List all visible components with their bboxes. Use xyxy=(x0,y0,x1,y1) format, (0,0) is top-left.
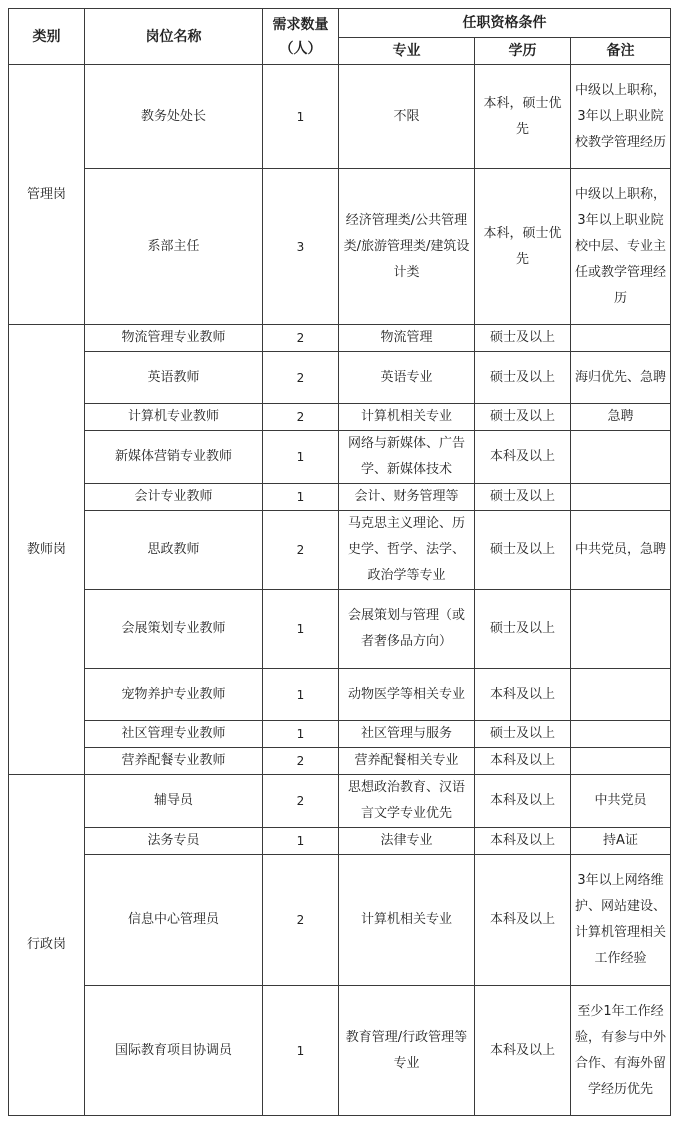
major-cell: 会展策划与管理（或者奢侈品方向） xyxy=(339,590,475,669)
remark-cell xyxy=(571,484,671,511)
education-cell: 硕士及以上 xyxy=(475,511,571,590)
major-cell: 法律专业 xyxy=(339,828,475,855)
table-row xyxy=(9,748,671,775)
remark-cell xyxy=(571,590,671,669)
position-cell: 英语教师 xyxy=(85,352,263,404)
count-cell: 1 xyxy=(263,590,339,669)
education-cell: 硕士及以上 xyxy=(475,484,571,511)
table-row xyxy=(9,169,671,325)
header-qualifications: 任职资格条件 xyxy=(339,9,671,38)
category-cell: 行政岗 xyxy=(9,775,85,1116)
count-cell: 2 xyxy=(263,748,339,775)
remark-cell: 海归优先、急聘 xyxy=(571,352,671,404)
table-row xyxy=(9,590,671,669)
table-row xyxy=(9,828,671,855)
count-cell: 2 xyxy=(263,325,339,352)
education-cell: 本科，硕士优先 xyxy=(475,65,571,169)
major-cell: 马克思主义理论、历史学、哲学、法学、政治学等专业 xyxy=(339,511,475,590)
table-row xyxy=(9,855,671,986)
major-cell: 动物医学等相关专业 xyxy=(339,669,475,721)
position-cell: 教务处处长 xyxy=(85,65,263,169)
count-cell: 1 xyxy=(263,721,339,748)
count-cell: 3 xyxy=(263,169,339,325)
category-cell: 教师岗 xyxy=(9,325,85,775)
table-row xyxy=(9,986,671,1116)
remark-cell: 3年以上网络维护、网站建设、计算机管理相关工作经验 xyxy=(571,855,671,986)
education-cell: 本科及以上 xyxy=(475,986,571,1116)
remark-cell: 中共党员，急聘 xyxy=(571,511,671,590)
major-cell: 社区管理与服务 xyxy=(339,721,475,748)
count-cell: 2 xyxy=(263,404,339,431)
count-cell: 1 xyxy=(263,484,339,511)
position-cell: 国际教育项目协调员 xyxy=(85,986,263,1116)
education-cell: 本科及以上 xyxy=(475,828,571,855)
position-cell: 物流管理专业教师 xyxy=(85,325,263,352)
remark-cell: 中级以上职称，3年以上职业院校中层、专业主任或教学管理经历 xyxy=(571,169,671,325)
header-major: 专业 xyxy=(339,38,475,65)
count-cell: 1 xyxy=(263,431,339,484)
position-cell: 宠物养护专业教师 xyxy=(85,669,263,721)
table-row xyxy=(9,484,671,511)
major-cell: 思想政治教育、汉语言文学专业优先 xyxy=(339,775,475,828)
header-remark: 备注 xyxy=(571,38,671,65)
remark-cell: 至少1年工作经验，有参与中外合作、有海外留学经历优先 xyxy=(571,986,671,1116)
education-cell: 硕士及以上 xyxy=(475,721,571,748)
major-cell: 网络与新媒体、广告学、新媒体技术 xyxy=(339,431,475,484)
header-education: 学历 xyxy=(475,38,571,65)
education-cell: 本科及以上 xyxy=(475,748,571,775)
position-cell: 辅导员 xyxy=(85,775,263,828)
header-category: 类别 xyxy=(9,9,85,65)
position-cell: 会展策划专业教师 xyxy=(85,590,263,669)
education-cell: 本科，硕士优先 xyxy=(475,169,571,325)
table-row xyxy=(9,65,671,169)
education-cell: 本科及以上 xyxy=(475,775,571,828)
major-cell: 计算机相关专业 xyxy=(339,404,475,431)
major-cell: 经济管理类/公共管理类/旅游管理类/建筑设计类 xyxy=(339,169,475,325)
header-count xyxy=(263,9,339,65)
table-row xyxy=(9,404,671,431)
header-count-line1: 需求数量 xyxy=(272,16,329,33)
position-cell: 计算机专业教师 xyxy=(85,404,263,431)
count-cell: 1 xyxy=(263,986,339,1116)
position-cell: 信息中心管理员 xyxy=(85,855,263,986)
education-cell: 硕士及以上 xyxy=(475,590,571,669)
position-cell: 营养配餐专业教师 xyxy=(85,748,263,775)
table-row xyxy=(9,431,671,484)
header-count-line2: （人） xyxy=(279,40,322,57)
count-cell: 1 xyxy=(263,65,339,169)
table-row xyxy=(9,669,671,721)
remark-cell xyxy=(571,325,671,352)
table-row xyxy=(9,325,671,352)
education-cell: 本科及以上 xyxy=(475,669,571,721)
table-row xyxy=(9,511,671,590)
education-cell: 硕士及以上 xyxy=(475,352,571,404)
count-cell: 1 xyxy=(263,828,339,855)
remark-cell xyxy=(571,721,671,748)
major-cell: 营养配餐相关专业 xyxy=(339,748,475,775)
major-cell: 英语专业 xyxy=(339,352,475,404)
count-cell: 2 xyxy=(263,855,339,986)
position-cell: 社区管理专业教师 xyxy=(85,721,263,748)
education-cell: 本科及以上 xyxy=(475,431,571,484)
education-cell: 硕士及以上 xyxy=(475,404,571,431)
header-position: 岗位名称 xyxy=(85,9,263,65)
position-cell: 法务专员 xyxy=(85,828,263,855)
position-cell: 系部主任 xyxy=(85,169,263,325)
major-cell: 不限 xyxy=(339,65,475,169)
table-row xyxy=(9,721,671,748)
major-cell: 会计、财务管理等 xyxy=(339,484,475,511)
count-cell: 2 xyxy=(263,352,339,404)
remark-cell: 持A证 xyxy=(571,828,671,855)
remark-cell xyxy=(571,431,671,484)
table-row xyxy=(9,352,671,404)
education-cell: 硕士及以上 xyxy=(475,325,571,352)
count-cell: 1 xyxy=(263,669,339,721)
count-cell: 2 xyxy=(263,511,339,590)
header-row-1 xyxy=(9,9,671,38)
position-cell: 新媒体营销专业教师 xyxy=(85,431,263,484)
position-cell: 会计专业教师 xyxy=(85,484,263,511)
category-cell: 管理岗 xyxy=(9,65,85,325)
recruitment-table xyxy=(8,8,671,1116)
remark-cell xyxy=(571,748,671,775)
education-cell: 本科及以上 xyxy=(475,855,571,986)
major-cell: 物流管理 xyxy=(339,325,475,352)
count-cell: 2 xyxy=(263,775,339,828)
major-cell: 教育管理/行政管理等专业 xyxy=(339,986,475,1116)
recruitment-table-container xyxy=(8,8,670,1116)
remark-cell: 中共党员 xyxy=(571,775,671,828)
major-cell: 计算机相关专业 xyxy=(339,855,475,986)
table-row xyxy=(9,775,671,828)
remark-cell: 急聘 xyxy=(571,404,671,431)
remark-cell: 中级以上职称，3年以上职业院校教学管理经历 xyxy=(571,65,671,169)
remark-cell xyxy=(571,669,671,721)
position-cell: 思政教师 xyxy=(85,511,263,590)
